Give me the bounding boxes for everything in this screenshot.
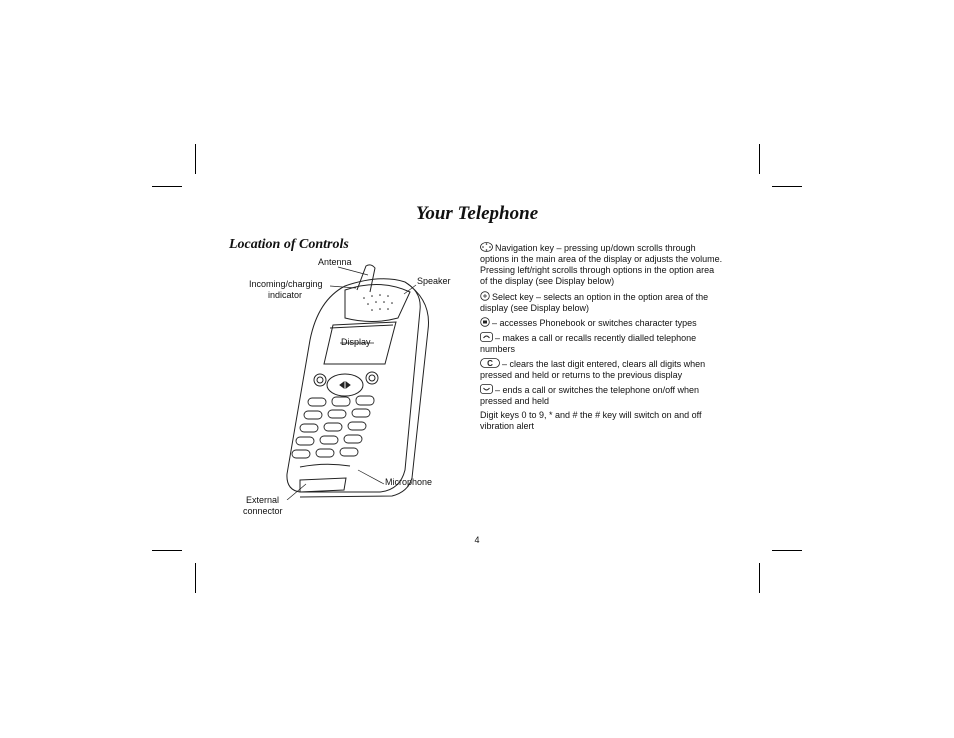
crop-mark — [759, 563, 760, 593]
keypad-keys — [292, 396, 374, 458]
digit-keys-description: Digit keys 0 to 9, * and # the # key will switch on and off vibration alert — [480, 410, 702, 431]
description-text: – clears the last digit entered, clears all digits when pressed and held or returns to the previous display — [480, 359, 706, 380]
description-text: Navigation key – pressing up/down scrolls through options in the main area of the display or adjusts the volume. Pressing left/right scrolls through options in the option area of the display (see Display below) — [480, 243, 723, 286]
crop-mark — [152, 186, 182, 187]
description-text: – ends a call or switches the telephone on/off when pressed and held — [480, 385, 699, 406]
crop-mark — [772, 550, 802, 551]
speaker-label: Speaker — [417, 276, 451, 286]
end-key-icon — [480, 384, 493, 394]
crop-mark — [152, 550, 182, 551]
external-connector-shape — [300, 478, 346, 492]
crop-mark — [195, 563, 196, 593]
connector-label: connector — [243, 506, 283, 516]
select-key-description — [480, 291, 724, 314]
page-number: 4 — [474, 535, 480, 545]
navigation-key-description — [480, 242, 724, 287]
clear-key-icon — [480, 358, 500, 368]
section-title: Location of Controls — [229, 237, 349, 252]
select-key-icon — [480, 291, 490, 301]
clear-key-description — [480, 358, 724, 381]
antenna-label: Antenna — [318, 257, 352, 267]
crop-mark — [195, 144, 196, 174]
description-text: – makes a call or recalls recently dialled telephone numbers — [480, 333, 697, 354]
description-text: – accesses Phonebook or switches character types — [492, 318, 697, 328]
indicator-label: indicator — [268, 290, 303, 300]
crop-mark — [759, 144, 760, 174]
display-label: Display — [341, 337, 371, 347]
navigation-key-icon — [480, 242, 493, 252]
phone-body — [287, 279, 420, 492]
external-label: External — [246, 495, 280, 505]
navigation-key-shape — [327, 374, 363, 396]
call-key-description — [480, 332, 724, 355]
microphone-label: Microphone — [385, 477, 433, 487]
call-key-icon — [480, 332, 493, 342]
phone-illustration — [280, 255, 450, 500]
clear-key-letter: C — [487, 359, 493, 368]
description-text: Select key – selects an option in the option area of the display (see Display below) — [480, 292, 709, 313]
incoming-charging-label: Incoming/charging — [249, 279, 323, 289]
end-key-description — [480, 384, 724, 407]
crop-mark — [772, 186, 802, 187]
speaker-grille — [345, 284, 410, 321]
microphone-shape — [300, 464, 350, 467]
page-title: Your Telephone — [415, 203, 539, 224]
antenna-shape — [357, 265, 375, 292]
phonebook-key-icon — [480, 317, 490, 327]
phonebook-key-description — [480, 317, 724, 329]
